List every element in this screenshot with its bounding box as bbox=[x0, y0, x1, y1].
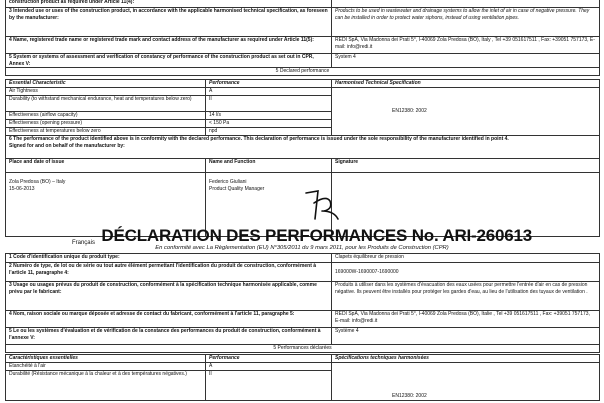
char-name: Effectiveness at temperatures below zero bbox=[6, 128, 206, 136]
fr-row4-label: 4 Nom, raison sociale ou marque déposée et adresse de contact du fabricant, conformément à l'article 11, paragraphe 5: bbox=[6, 311, 332, 328]
english-table-top bbox=[5, 0, 600, 76]
fr-char-name: Durabilité (Résistance mécanique à la chaleur et à des températures négatives.) bbox=[6, 371, 206, 401]
fr-char-perf: II bbox=[206, 371, 332, 401]
row1-label: construction product as required under Article 11(4): bbox=[6, 0, 332, 8]
char-name: Effectiveness (opening pressure) bbox=[6, 120, 206, 128]
place: Zola Predosa (BO) – Italy bbox=[9, 179, 66, 185]
signature-image bbox=[300, 187, 348, 223]
fr-row1-label: 1 Code d'identification unique du produit type: bbox=[6, 254, 332, 263]
char-name: Effectiveness (airflow capacity) bbox=[6, 112, 206, 120]
char-perf: < 150 Pa bbox=[206, 120, 332, 128]
row3-value: Products to be used in wastewater and drainage systems to allow the inlet of air in case of negative pressure. They can be installed in order to protect water siphons, instead of using ventilation pipes. bbox=[332, 8, 600, 37]
col-name-function: Name and Function bbox=[206, 159, 332, 173]
french-subtitle: En conformité avec La Règlementation (EU) N°305/2011 du 9 mars 2011, pour les Produits de Construction (CPR) bbox=[155, 245, 449, 251]
col-characteristic: Essential Characteristic bbox=[6, 80, 206, 88]
fr-row3-value: Produits à utiliser dans les systèmes d'évacuation des eaux usées pour permettre l'entrée d'air en cas de pression négative. Ils peuvent être installés pour protéger les gardes d'eau, au lieu de l'utilisation des tuyaux de ventilation . bbox=[332, 282, 600, 311]
french-performance-table bbox=[5, 354, 600, 401]
french-prefix: Français bbox=[71, 240, 95, 246]
fr-row2-label: 2 Numéro de type, de lot ou de série ou tout autre élément permettant l'identification du produit de construction, conformément à l'article 11, paragraphe 4: bbox=[6, 263, 332, 282]
col-place-date: Place and date of issue bbox=[6, 159, 206, 173]
col-performance: Performance bbox=[206, 80, 332, 88]
row6-text: 6 The performance of the product identified above is in conformity with the declared performance. This declaration of performance is issued under the sole responsibility of the manufacturer identified in point 4. bbox=[9, 136, 509, 142]
date: 15-06-2013 bbox=[9, 185, 35, 192]
row1-value bbox=[332, 0, 600, 8]
french-table bbox=[5, 253, 600, 353]
row3-label: 3 Intended use or uses of the construction product, in accordance with the applicable harmonised technical specification, as foreseen by the manufacturer: bbox=[6, 8, 332, 37]
signed-text: Signed for and on behalf of the manufacturer by: bbox=[9, 142, 125, 149]
signer-name: Federico Giuliani bbox=[209, 179, 247, 185]
row4-value: REDI SpA, Via Madonna dei Prati 5°, I-40069 Zola Predosa (BO), Italy , Tel +39 051617511 , Fax: +39051 757173, E-mail: info@redi.it bbox=[332, 37, 600, 54]
fr-col-characteristic: Caractéristiques essentielles bbox=[6, 355, 206, 363]
fr-declared-performance-header: 5 Performances déclarées bbox=[6, 345, 600, 353]
row5-value: System 4 bbox=[332, 54, 600, 68]
char-name: Durability (to withstand mechanical endurance, heat and temperatures below zero) bbox=[6, 96, 206, 112]
row5-label: 5 System or systems of assessment and verification of constancy of performance of the construction product as set out in CPR, Annex V: bbox=[6, 54, 332, 68]
row4-label: 4 Name, registered trade name or registered trade mark and contact address of the manufacturer as required under Article 11(5): bbox=[6, 37, 332, 54]
fr-char-name: Etanchéité à l'air bbox=[6, 363, 206, 371]
french-title-block bbox=[0, 226, 604, 244]
char-perf: 14 l/s bbox=[206, 112, 332, 120]
fr-row5-label: 5 Le ou les systèmes d'évaluation et de vérification de la constance des performances du produit de construction, conformément à l'annexe V: bbox=[6, 328, 332, 345]
char-name: Air Tightness bbox=[6, 88, 206, 96]
char-perf: A bbox=[206, 88, 332, 96]
fr-row1-value: Clapets équilibreur de pression bbox=[332, 254, 600, 263]
col-spec: Harmonised Technical Specification bbox=[332, 80, 600, 88]
fr-row3-label: 3 Usage ou usages prévus du produit de construction, conformément à la spécification technique harmonisée applicable, comme prévu par le fabricant: bbox=[6, 282, 332, 311]
english-performance-table bbox=[5, 79, 600, 136]
char-perf: npd bbox=[206, 128, 332, 136]
fr-row5-value: Système 4 bbox=[332, 328, 600, 345]
signer-function: Product Quality Manager bbox=[209, 185, 265, 192]
char-perf: II bbox=[206, 96, 332, 112]
fr-char-perf: A bbox=[206, 363, 332, 371]
spec-value: EN12380: 2002 bbox=[332, 88, 600, 136]
col-signature: Signature bbox=[332, 159, 600, 173]
fr-col-performance: Performance bbox=[206, 355, 332, 363]
french-title: DÉCLARATION DES PERFORMANCES No. ARI-260613 bbox=[101, 226, 533, 245]
fr-row4-value: REDI SpA, Via Madonna dei Prati 5°, I-40069 Zola Predosa (BO), Italie , Tel +39 051617511 , Fax: +39051 757173, E-mail: info@redi.it bbox=[332, 311, 600, 328]
declared-performance-header: 5 Declared performance bbox=[6, 68, 600, 76]
declaration-statement bbox=[6, 136, 600, 159]
fr-row2-value: 169000W-1690007-1690000 bbox=[332, 263, 600, 282]
fr-col-spec: Spécifications techniques harmonisées bbox=[332, 355, 600, 363]
fr-spec-value: EN12380: 2002 bbox=[332, 363, 600, 401]
